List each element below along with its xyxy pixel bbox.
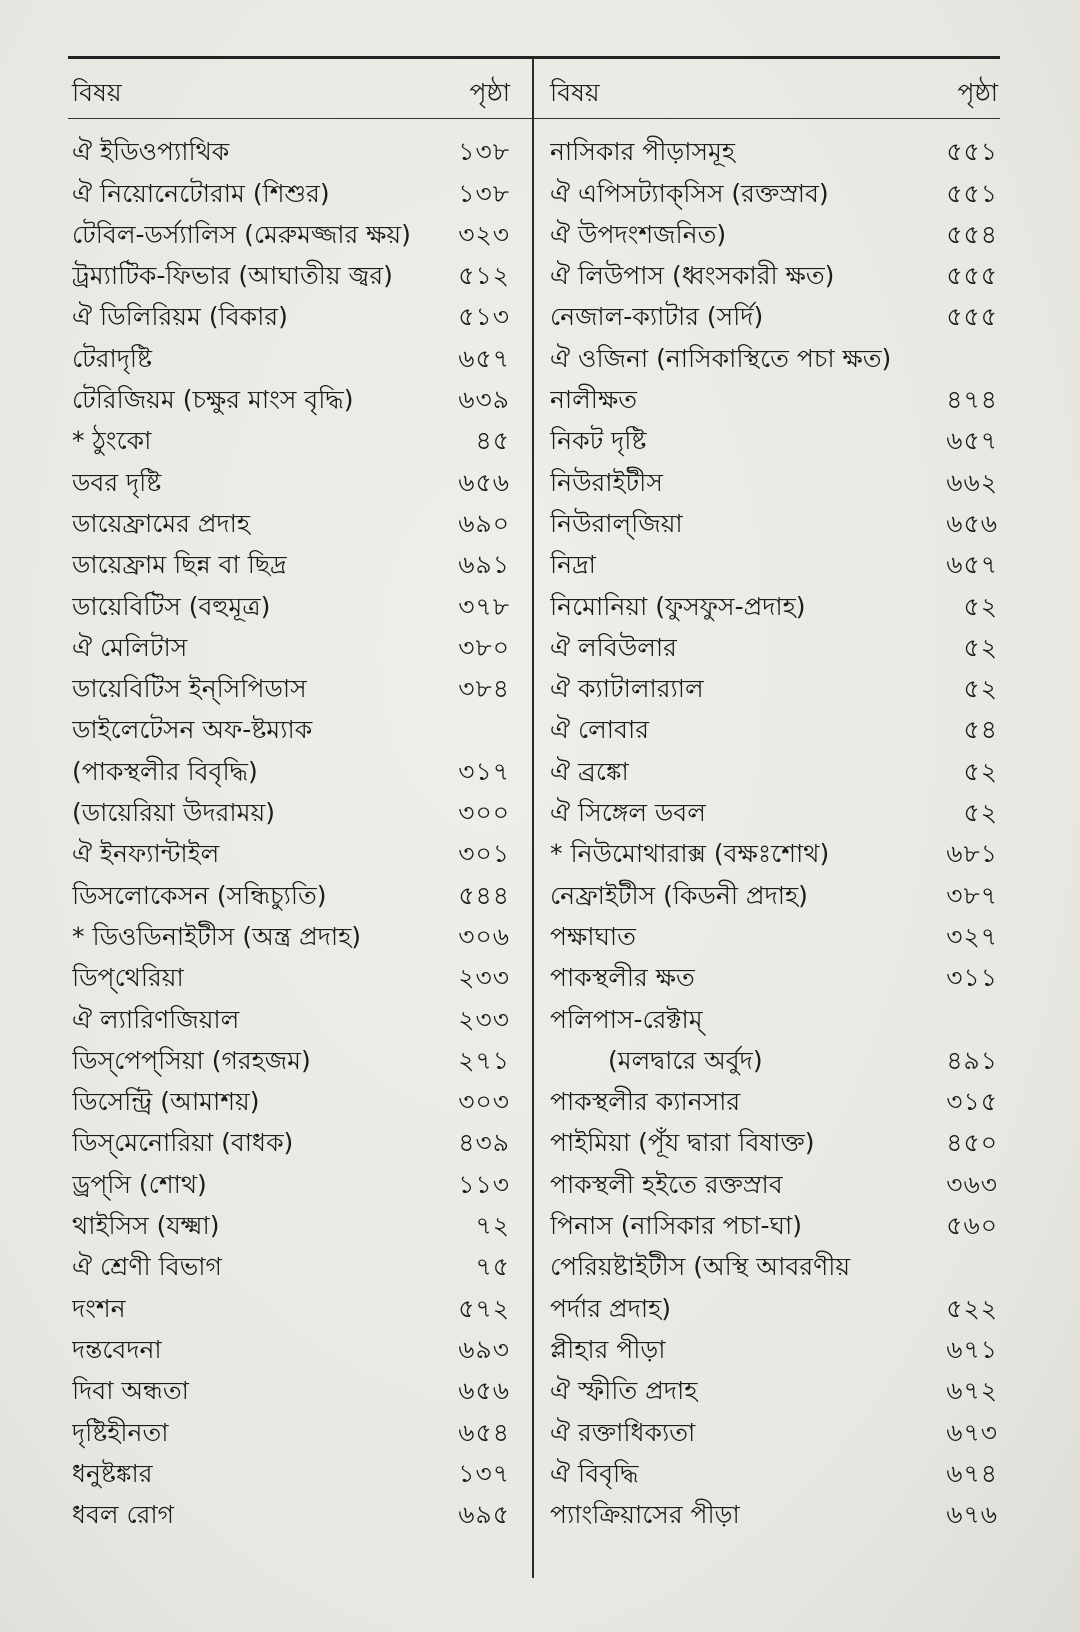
- index-term: * ডিওডিনাইটীস (অন্ত্র প্রদাহ): [72, 921, 362, 951]
- index-page-number: ৫২: [963, 798, 998, 828]
- index-entry: [550, 464, 998, 505]
- index-entry: [550, 134, 998, 175]
- index-entry: [550, 217, 998, 258]
- index-term: ডিসেন্ট্রি (আমাশয়): [72, 1087, 260, 1117]
- index-entry: [550, 836, 998, 877]
- index-page-number: ৬৭১: [946, 1334, 998, 1364]
- column-divider: [532, 58, 534, 1578]
- index-entry: [72, 1166, 510, 1207]
- index-page-number: ৩২৩: [458, 219, 510, 249]
- index-term: পাকস্থলী হইতে রক্তস্রাব: [550, 1169, 783, 1199]
- index-page-number: ৫২: [963, 674, 998, 704]
- index-term: ডায়েবিটিস ইন্‌সিপিডাস: [72, 674, 307, 704]
- index-page-number: ৬৫৬: [458, 1376, 510, 1406]
- index-term: ঐ ল্যারিণজিয়াল: [72, 1004, 240, 1034]
- index-term: দৃষ্টিহীনতা: [72, 1417, 169, 1447]
- index-term: ডিস্‌পেপ্‌সিয়া (গরহজম): [72, 1045, 311, 1075]
- index-term: ঐ ইনফ্যান্টাইল: [72, 839, 220, 869]
- index-entry: [550, 919, 998, 960]
- index-entry: [550, 1001, 998, 1042]
- index-entry: [72, 1373, 510, 1414]
- index-page-number: ৫২: [963, 591, 998, 621]
- index-page-number: ৬৫৭: [458, 343, 510, 373]
- index-page-number: ৬৯০: [458, 508, 510, 538]
- index-page-number: ৫১৩: [458, 302, 510, 332]
- index-page-number: ৬৫৭: [946, 426, 998, 456]
- index-page-number: ৩৭৮: [458, 591, 510, 621]
- index-term: থাইসিস (যক্ষ্মা): [72, 1211, 220, 1241]
- index-term: নিদ্রা: [550, 550, 596, 580]
- index-page-number: ৩৬৩: [946, 1169, 998, 1199]
- index-page-number: ১৩৮: [458, 137, 510, 167]
- index-term: ধবল রোগ: [72, 1500, 175, 1530]
- index-page-number: ১১৩: [458, 1169, 510, 1199]
- index-term: ঐ ইডিওপ্যাথিক: [72, 137, 230, 167]
- index-page-number: ১৩৮: [458, 178, 510, 208]
- index-term: * ঠুংকো: [72, 426, 152, 456]
- index-term: নেজাল-ক্যাটার (সর্দি): [550, 302, 764, 332]
- top-rule: [68, 56, 1000, 59]
- index-page-number: ৪৯১: [946, 1045, 998, 1075]
- index-entry: [72, 175, 510, 216]
- index-term: পর্দার প্রদাহ): [550, 1293, 671, 1323]
- index-term: টেরাদৃষ্টি: [72, 343, 153, 373]
- index-page-number: ৬৫৬: [458, 467, 510, 497]
- index-entry: [550, 1373, 998, 1414]
- index-entry: [72, 299, 510, 340]
- index-page-number: ৬৯৩: [458, 1334, 510, 1364]
- index-page-number: ৫২২: [946, 1293, 998, 1323]
- index-page-number: ৬৯১: [458, 550, 510, 580]
- index-entry: [72, 588, 510, 629]
- index-term: টেবিল-ডর্স্যালিস (মেরুমজ্জার ক্ষয়): [72, 219, 411, 249]
- index-entry: [72, 919, 510, 960]
- index-term: (মলদ্বারে অর্বুদ): [608, 1045, 763, 1075]
- index-page-number: ৬৬২: [946, 467, 998, 497]
- index-term: ঐ ক্যাটালার‍্যাল: [550, 674, 704, 704]
- left-index-column: [72, 72, 510, 1538]
- index-term: ডবর দৃষ্টি: [72, 467, 162, 497]
- index-page-number: ৩০৬: [458, 921, 510, 951]
- index-term: নিউরাল্‌জিয়া: [550, 508, 683, 538]
- index-entry: [72, 1414, 510, 1455]
- index-page-number: ৪৫০: [946, 1128, 998, 1158]
- index-term: ঐ লিউপাস (ধ্বংসকারী ক্ষত): [550, 261, 835, 291]
- index-entry: [550, 258, 998, 299]
- index-term: ঐ বিবৃদ্ধি: [550, 1458, 639, 1488]
- index-entry: [550, 1208, 998, 1249]
- index-entry: [550, 423, 998, 464]
- index-entry: [72, 795, 510, 836]
- index-entry: [72, 1332, 510, 1373]
- index-page-number: ৭২: [475, 1211, 510, 1241]
- index-entry: [550, 1166, 998, 1207]
- index-entry: [550, 1290, 998, 1331]
- index-term: * নিউমোথারাক্স (বক্ষঃশোথ): [550, 839, 830, 869]
- index-term: ডায়েফ্রাম ছিন্ন বা ছিদ্র: [72, 550, 287, 580]
- index-entry: [72, 671, 510, 712]
- index-entry: [550, 1414, 998, 1455]
- index-page-number: ৫৫১: [946, 137, 998, 167]
- right-index-column: [550, 72, 998, 1538]
- index-page-number: ৫৫৪: [946, 219, 998, 249]
- index-entry: [72, 1208, 510, 1249]
- right-index-list: [550, 134, 998, 1538]
- index-entry: [550, 547, 998, 588]
- index-term: নালীক্ষত: [550, 385, 637, 415]
- index-page-number: ৫২: [963, 632, 998, 662]
- index-entry: [550, 506, 998, 547]
- index-page-number: ৬৭৩: [946, 1417, 998, 1447]
- left-subject-heading: বিষয়: [72, 77, 122, 107]
- index-entry: [550, 1332, 998, 1373]
- index-term: (ডায়েরিয়া উদরাময়): [72, 798, 275, 828]
- index-page-number: ৩৮৪: [458, 674, 510, 704]
- index-entry: [72, 258, 510, 299]
- index-entry: [550, 299, 998, 340]
- index-entry: [550, 1043, 998, 1084]
- index-term: ঐ ব্রঙ্কো: [550, 756, 629, 786]
- index-page-number: ৬৮১: [946, 839, 998, 869]
- index-page-number: ২৩৩: [458, 963, 510, 993]
- index-page-number: ৩০১: [458, 839, 510, 869]
- index-page-number: ৩১৭: [458, 756, 510, 786]
- index-page-number: ২৩৩: [458, 1004, 510, 1034]
- right-column-header: [550, 72, 998, 116]
- index-entry: [550, 630, 998, 671]
- index-page-number: ৫৪৪: [458, 880, 510, 910]
- index-page-number: ১৩৭: [458, 1458, 510, 1488]
- index-page-number: ৩০০: [458, 798, 510, 828]
- index-term: ঐ ওজিনা (নাসিকাস্থিতে পচা ক্ষত): [550, 343, 892, 373]
- index-page-number: ৫৬০: [946, 1211, 998, 1241]
- index-entry: [72, 423, 510, 464]
- index-term: প্যাংক্রিয়াসের পীড়া: [550, 1500, 740, 1530]
- index-page-number: ৩৮৭: [946, 880, 998, 910]
- index-term: পলিপাস-রেক্টাম্‌: [550, 1004, 703, 1034]
- index-term: ঐ মেলিটাস: [72, 632, 188, 662]
- index-entry: [550, 712, 998, 753]
- index-term: পক্ষাঘাত: [550, 921, 636, 951]
- index-page-number: ৫৫১: [946, 178, 998, 208]
- index-term: নেফ্রাইটীস (কিডনী প্রদাহ): [550, 880, 808, 910]
- index-term: নিউরাইটীস: [550, 467, 663, 497]
- index-term: ধনুষ্টঙ্কার: [72, 1458, 153, 1488]
- index-entry: [72, 630, 510, 671]
- index-page-number: ৬৯৫: [458, 1500, 510, 1530]
- index-term: ঐ শ্রেণী বিভাগ: [72, 1252, 222, 1282]
- index-term: ড্রপ্‌সি (শোথ): [72, 1169, 207, 1199]
- index-page-number: ৬৫৪: [458, 1417, 510, 1447]
- index-term: পেরিয়ষ্টাইটীস (অস্থি আবরণীয়: [550, 1252, 851, 1282]
- index-entry: [550, 753, 998, 794]
- index-page-number: ৫৭২: [458, 1293, 510, 1323]
- index-entry: [72, 382, 510, 423]
- index-entry: [72, 464, 510, 505]
- index-term: পাইমিয়া (পূঁয দ্বারা বিষাক্ত): [550, 1128, 815, 1158]
- index-page-number: ৬৫৬: [946, 508, 998, 538]
- index-entry: [550, 382, 998, 423]
- index-page-number: ৪৫: [475, 426, 510, 456]
- index-page-number: ৪৩৯: [458, 1128, 510, 1158]
- index-entry: [72, 506, 510, 547]
- right-subject-heading: বিষয়: [550, 77, 600, 107]
- index-term: ঐ নিয়োনেটোরাম (শিশুর): [72, 178, 330, 208]
- index-term: ডায়েফ্রামের প্রদাহ: [72, 508, 251, 538]
- index-term: পাকস্থলীর ক্যানসার: [550, 1087, 741, 1117]
- index-entry: [72, 217, 510, 258]
- index-entry: [550, 1125, 998, 1166]
- index-page-number: ৩২৭: [946, 921, 998, 951]
- index-term: নিকট দৃষ্টি: [550, 426, 647, 456]
- index-entry: [550, 877, 998, 918]
- index-term: পিনাস (নাসিকার পচা-ঘা): [550, 1211, 802, 1241]
- left-column-header: [72, 72, 510, 116]
- index-entry: [550, 1456, 998, 1497]
- index-page-number: ৩১৫: [946, 1087, 998, 1117]
- index-page-number: ৩০৩: [458, 1087, 510, 1117]
- index-term: দন্তবেদনা: [72, 1334, 162, 1364]
- index-entry: [72, 1456, 510, 1497]
- index-term: ঐ স্ফীতি প্রদাহ: [550, 1376, 698, 1406]
- index-page-number: ৬৭৪: [946, 1458, 998, 1488]
- index-page-number: ৫৫৫: [946, 302, 998, 332]
- index-entry: [550, 795, 998, 836]
- index-entry: [72, 836, 510, 877]
- index-term: ঐ লোবার: [550, 715, 649, 745]
- index-entry: [550, 960, 998, 1001]
- index-page-number: ৬৭৬: [946, 1500, 998, 1530]
- index-page-number: ৫৫৫: [946, 261, 998, 291]
- index-entry: [550, 175, 998, 216]
- index-entry: [72, 340, 510, 381]
- index-term: দিবা অন্ধতা: [72, 1376, 189, 1406]
- index-entry: [550, 1249, 998, 1290]
- index-term: ডাইলেটেসন অফ-ষ্টম্যাক: [72, 715, 313, 745]
- index-entry: [72, 960, 510, 1001]
- index-entry: [72, 1249, 510, 1290]
- index-term: নাসিকার পীড়াসমূহ: [550, 137, 736, 167]
- index-entry: [550, 1497, 998, 1538]
- index-entry: [72, 753, 510, 794]
- index-entry: [72, 1084, 510, 1125]
- index-entry: [72, 1290, 510, 1331]
- index-term: ঐ ডিলিরিয়ম (বিকার): [72, 302, 288, 332]
- index-entry: [72, 712, 510, 753]
- index-entry: [550, 1084, 998, 1125]
- left-index-list: [72, 134, 510, 1538]
- index-term: ডিস্‌মেনোরিয়া (বাধক): [72, 1128, 294, 1158]
- index-term: ট্রম্যাটিক-ফিভার (আঘাতীয় জ্বর): [72, 261, 393, 291]
- index-entry: [72, 1043, 510, 1084]
- index-term: নিমোনিয়া (ফুসফুস-প্রদাহ): [550, 591, 806, 621]
- index-term: টেরিজিয়ম (চক্ষুর মাংস বৃদ্ধি): [72, 385, 354, 415]
- index-entry: [550, 340, 998, 381]
- index-page-number: ৪৭৪: [946, 385, 998, 415]
- index-entry: [72, 1001, 510, 1042]
- index-term: পাকস্থলীর ক্ষত: [550, 963, 695, 993]
- index-page-number: ৫৪: [963, 715, 998, 745]
- index-page-number: ৩১১: [946, 963, 998, 993]
- index-entry: [72, 547, 510, 588]
- left-page-heading: পৃষ্ঠা: [469, 77, 510, 107]
- index-term: (পাকস্থলীর বিবৃদ্ধি): [72, 756, 258, 786]
- index-entry: [72, 1125, 510, 1166]
- index-page-number: ৬৩৯: [458, 385, 510, 415]
- index-entry: [550, 588, 998, 629]
- index-term: ঐ এপিসট্যাক্‌সিস (রক্তস্রাব): [550, 178, 829, 208]
- index-entry: [550, 671, 998, 712]
- index-page-number: ৩৮০: [458, 632, 510, 662]
- right-page-heading: পৃষ্ঠা: [957, 77, 998, 107]
- index-term: প্লীহার পীড়া: [550, 1334, 666, 1364]
- index-term: ডিপ্‌থেরিয়া: [72, 963, 184, 993]
- index-page-number: ৬৭২: [946, 1376, 998, 1406]
- index-page-number: ৫১২: [458, 261, 510, 291]
- index-entry: [72, 877, 510, 918]
- index-page-number: ৬৫৭: [946, 550, 998, 580]
- index-term: ডিসলোকেসন (সন্ধিচ্যুতি): [72, 880, 327, 910]
- index-term: ঐ রক্তাধিক্যতা: [550, 1417, 696, 1447]
- index-term: দংশন: [72, 1293, 126, 1323]
- index-page-number: ৫২: [963, 756, 998, 786]
- index-term: ডায়েবিটিস (বহুমূত্র): [72, 591, 271, 621]
- index-entry: [72, 1497, 510, 1538]
- index-term: ঐ লবিউলার: [550, 632, 677, 662]
- index-page-number: ৭৫: [475, 1252, 510, 1282]
- index-term: ঐ সিঙ্গেল ডবল: [550, 798, 706, 828]
- index-entry: [72, 134, 510, 175]
- index-term: ঐ উপদংশজনিত): [550, 219, 727, 249]
- index-page-number: ২৭১: [458, 1045, 510, 1075]
